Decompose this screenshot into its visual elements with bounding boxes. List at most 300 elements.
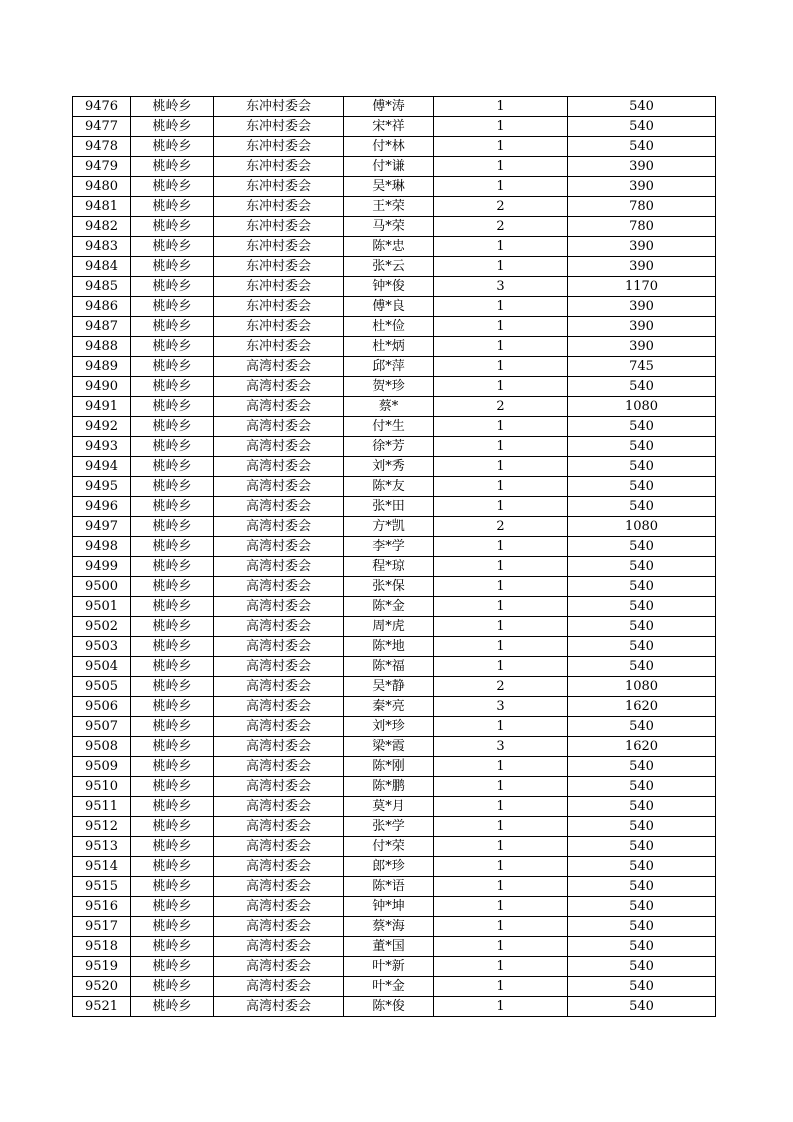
- table-row: [73, 517, 716, 537]
- table-row: [73, 357, 716, 377]
- township-cell: 桃岭乡: [131, 797, 214, 817]
- name-cell: 叶*金: [344, 977, 434, 997]
- table-row: [73, 257, 716, 277]
- household-count-cell: 1: [434, 317, 568, 337]
- name-cell: 马*荣: [344, 217, 434, 237]
- name-cell: 秦*亮: [344, 697, 434, 717]
- row-number-cell: 9489: [73, 357, 131, 377]
- household-count-cell: 1: [434, 497, 568, 517]
- row-number-cell: 9496: [73, 497, 131, 517]
- village-committee-cell: 高湾村委会: [214, 517, 344, 537]
- household-count-cell: 2: [434, 397, 568, 417]
- village-committee-cell: 高湾村委会: [214, 817, 344, 837]
- township-cell: 桃岭乡: [131, 677, 214, 697]
- township-cell: 桃岭乡: [131, 377, 214, 397]
- table-row: [73, 997, 716, 1017]
- name-cell: 付*生: [344, 417, 434, 437]
- table-row: [73, 577, 716, 597]
- name-cell: 陈*金: [344, 597, 434, 617]
- row-number-cell: 9518: [73, 937, 131, 957]
- name-cell: 叶*新: [344, 957, 434, 977]
- township-cell: 桃岭乡: [131, 657, 214, 677]
- row-number-cell: 9497: [73, 517, 131, 537]
- village-committee-cell: 高湾村委会: [214, 797, 344, 817]
- table-row: [73, 417, 716, 437]
- household-count-cell: 1: [434, 157, 568, 177]
- amount-cell: 780: [568, 197, 716, 217]
- village-committee-cell: 东冲村委会: [214, 277, 344, 297]
- amount-cell: 1080: [568, 677, 716, 697]
- village-committee-cell: 高湾村委会: [214, 357, 344, 377]
- township-cell: 桃岭乡: [131, 917, 214, 937]
- township-cell: 桃岭乡: [131, 277, 214, 297]
- household-count-cell: 1: [434, 897, 568, 917]
- township-cell: 桃岭乡: [131, 457, 214, 477]
- household-count-cell: 1: [434, 977, 568, 997]
- row-number-cell: 9495: [73, 477, 131, 497]
- village-committee-cell: 高湾村委会: [214, 737, 344, 757]
- township-cell: 桃岭乡: [131, 897, 214, 917]
- township-cell: 桃岭乡: [131, 777, 214, 797]
- name-cell: 钟*坤: [344, 897, 434, 917]
- amount-cell: 540: [568, 597, 716, 617]
- row-number-cell: 9509: [73, 757, 131, 777]
- village-committee-cell: 高湾村委会: [214, 777, 344, 797]
- village-committee-cell: 东冲村委会: [214, 237, 344, 257]
- row-number-cell: 9481: [73, 197, 131, 217]
- village-committee-cell: 东冲村委会: [214, 197, 344, 217]
- township-cell: 桃岭乡: [131, 937, 214, 957]
- table-row: [73, 297, 716, 317]
- name-cell: 付*林: [344, 137, 434, 157]
- township-cell: 桃岭乡: [131, 137, 214, 157]
- household-count-cell: 1: [434, 817, 568, 837]
- table-row: [73, 597, 716, 617]
- township-cell: 桃岭乡: [131, 317, 214, 337]
- township-cell: 桃岭乡: [131, 617, 214, 637]
- document-page: [72, 96, 715, 1017]
- township-cell: 桃岭乡: [131, 557, 214, 577]
- household-count-cell: 1: [434, 637, 568, 657]
- row-number-cell: 9500: [73, 577, 131, 597]
- amount-cell: 1620: [568, 697, 716, 717]
- amount-cell: 540: [568, 637, 716, 657]
- village-committee-cell: 高湾村委会: [214, 457, 344, 477]
- village-committee-cell: 高湾村委会: [214, 417, 344, 437]
- amount-cell: 540: [568, 877, 716, 897]
- household-count-cell: 1: [434, 537, 568, 557]
- row-number-cell: 9499: [73, 557, 131, 577]
- table-row: [73, 157, 716, 177]
- township-cell: 桃岭乡: [131, 437, 214, 457]
- amount-cell: 540: [568, 937, 716, 957]
- household-count-cell: 1: [434, 617, 568, 637]
- village-committee-cell: 高湾村委会: [214, 957, 344, 977]
- township-cell: 桃岭乡: [131, 257, 214, 277]
- name-cell: 张*田: [344, 497, 434, 517]
- village-committee-cell: 高湾村委会: [214, 837, 344, 857]
- name-cell: 周*虎: [344, 617, 434, 637]
- table-row: [73, 317, 716, 337]
- name-cell: 张*云: [344, 257, 434, 277]
- village-committee-cell: 高湾村委会: [214, 657, 344, 677]
- village-committee-cell: 高湾村委会: [214, 757, 344, 777]
- table-row: [73, 377, 716, 397]
- row-number-cell: 9514: [73, 857, 131, 877]
- row-number-cell: 9476: [73, 97, 131, 117]
- township-cell: 桃岭乡: [131, 217, 214, 237]
- row-number-cell: 9498: [73, 537, 131, 557]
- table-row: [73, 437, 716, 457]
- amount-cell: 540: [568, 817, 716, 837]
- name-cell: 蔡*: [344, 397, 434, 417]
- row-number-cell: 9494: [73, 457, 131, 477]
- township-cell: 桃岭乡: [131, 517, 214, 537]
- amount-cell: 390: [568, 337, 716, 357]
- township-cell: 桃岭乡: [131, 817, 214, 837]
- household-count-cell: 1: [434, 177, 568, 197]
- township-cell: 桃岭乡: [131, 197, 214, 217]
- name-cell: 陈*忠: [344, 237, 434, 257]
- roster-table-body: [73, 97, 716, 1017]
- row-number-cell: 9521: [73, 997, 131, 1017]
- village-committee-cell: 东冲村委会: [214, 297, 344, 317]
- township-cell: 桃岭乡: [131, 757, 214, 777]
- village-committee-cell: 高湾村委会: [214, 677, 344, 697]
- name-cell: 李*学: [344, 537, 434, 557]
- township-cell: 桃岭乡: [131, 397, 214, 417]
- name-cell: 陈*福: [344, 657, 434, 677]
- table-row: [73, 897, 716, 917]
- amount-cell: 540: [568, 457, 716, 477]
- name-cell: 梁*霞: [344, 737, 434, 757]
- amount-cell: 540: [568, 417, 716, 437]
- household-count-cell: 1: [434, 797, 568, 817]
- amount-cell: 540: [568, 437, 716, 457]
- household-count-cell: 3: [434, 697, 568, 717]
- name-cell: 刘*珍: [344, 717, 434, 737]
- township-cell: 桃岭乡: [131, 977, 214, 997]
- township-cell: 桃岭乡: [131, 577, 214, 597]
- row-number-cell: 9493: [73, 437, 131, 457]
- amount-cell: 390: [568, 177, 716, 197]
- row-number-cell: 9505: [73, 677, 131, 697]
- village-committee-cell: 高湾村委会: [214, 697, 344, 717]
- household-count-cell: 2: [434, 517, 568, 537]
- household-count-cell: 1: [434, 417, 568, 437]
- name-cell: 方*凯: [344, 517, 434, 537]
- row-number-cell: 9512: [73, 817, 131, 837]
- household-count-cell: 1: [434, 837, 568, 857]
- amount-cell: 745: [568, 357, 716, 377]
- name-cell: 陈*鹏: [344, 777, 434, 797]
- household-count-cell: 1: [434, 357, 568, 377]
- amount-cell: 540: [568, 477, 716, 497]
- name-cell: 陈*地: [344, 637, 434, 657]
- table-row: [73, 97, 716, 117]
- name-cell: 杜*俭: [344, 317, 434, 337]
- row-number-cell: 9506: [73, 697, 131, 717]
- township-cell: 桃岭乡: [131, 857, 214, 877]
- table-row: [73, 657, 716, 677]
- village-committee-cell: 东冲村委会: [214, 337, 344, 357]
- village-committee-cell: 东冲村委会: [214, 257, 344, 277]
- name-cell: 陈*友: [344, 477, 434, 497]
- village-committee-cell: 东冲村委会: [214, 317, 344, 337]
- household-count-cell: 1: [434, 577, 568, 597]
- household-count-cell: 1: [434, 477, 568, 497]
- village-committee-cell: 高湾村委会: [214, 437, 344, 457]
- table-row: [73, 857, 716, 877]
- amount-cell: 540: [568, 97, 716, 117]
- table-row: [73, 777, 716, 797]
- amount-cell: 1620: [568, 737, 716, 757]
- township-cell: 桃岭乡: [131, 717, 214, 737]
- amount-cell: 390: [568, 237, 716, 257]
- household-count-cell: 1: [434, 777, 568, 797]
- amount-cell: 780: [568, 217, 716, 237]
- household-count-cell: 1: [434, 597, 568, 617]
- township-cell: 桃岭乡: [131, 177, 214, 197]
- table-row: [73, 217, 716, 237]
- table-row: [73, 697, 716, 717]
- township-cell: 桃岭乡: [131, 157, 214, 177]
- township-cell: 桃岭乡: [131, 237, 214, 257]
- table-row: [73, 337, 716, 357]
- table-row: [73, 877, 716, 897]
- row-number-cell: 9513: [73, 837, 131, 857]
- row-number-cell: 9507: [73, 717, 131, 737]
- amount-cell: 390: [568, 297, 716, 317]
- table-row: [73, 677, 716, 697]
- village-committee-cell: 高湾村委会: [214, 917, 344, 937]
- table-row: [73, 737, 716, 757]
- amount-cell: 540: [568, 377, 716, 397]
- household-count-cell: 1: [434, 557, 568, 577]
- table-row: [73, 237, 716, 257]
- row-number-cell: 9520: [73, 977, 131, 997]
- amount-cell: 540: [568, 977, 716, 997]
- household-count-cell: 1: [434, 917, 568, 937]
- row-number-cell: 9511: [73, 797, 131, 817]
- name-cell: 傅*良: [344, 297, 434, 317]
- township-cell: 桃岭乡: [131, 497, 214, 517]
- table-row: [73, 557, 716, 577]
- village-committee-cell: 高湾村委会: [214, 857, 344, 877]
- household-count-cell: 1: [434, 457, 568, 477]
- village-committee-cell: 高湾村委会: [214, 397, 344, 417]
- row-number-cell: 9501: [73, 597, 131, 617]
- township-cell: 桃岭乡: [131, 337, 214, 357]
- name-cell: 付*荣: [344, 837, 434, 857]
- table-row: [73, 637, 716, 657]
- amount-cell: 540: [568, 837, 716, 857]
- name-cell: 张*保: [344, 577, 434, 597]
- amount-cell: 540: [568, 537, 716, 557]
- amount-cell: 540: [568, 717, 716, 737]
- township-cell: 桃岭乡: [131, 997, 214, 1017]
- village-committee-cell: 高湾村委会: [214, 577, 344, 597]
- table-row: [73, 617, 716, 637]
- name-cell: 吴*琳: [344, 177, 434, 197]
- household-count-cell: 1: [434, 877, 568, 897]
- row-number-cell: 9485: [73, 277, 131, 297]
- township-cell: 桃岭乡: [131, 537, 214, 557]
- row-number-cell: 9480: [73, 177, 131, 197]
- row-number-cell: 9516: [73, 897, 131, 917]
- township-cell: 桃岭乡: [131, 117, 214, 137]
- name-cell: 傅*涛: [344, 97, 434, 117]
- household-count-cell: 1: [434, 297, 568, 317]
- row-number-cell: 9491: [73, 397, 131, 417]
- village-committee-cell: 东冲村委会: [214, 217, 344, 237]
- amount-cell: 540: [568, 797, 716, 817]
- household-count-cell: 1: [434, 957, 568, 977]
- amount-cell: 540: [568, 957, 716, 977]
- township-cell: 桃岭乡: [131, 737, 214, 757]
- amount-cell: 390: [568, 157, 716, 177]
- village-committee-cell: 高湾村委会: [214, 497, 344, 517]
- township-cell: 桃岭乡: [131, 877, 214, 897]
- amount-cell: 1080: [568, 517, 716, 537]
- amount-cell: 1170: [568, 277, 716, 297]
- township-cell: 桃岭乡: [131, 417, 214, 437]
- village-committee-cell: 东冲村委会: [214, 97, 344, 117]
- name-cell: 徐*芳: [344, 437, 434, 457]
- township-cell: 桃岭乡: [131, 597, 214, 617]
- household-count-cell: 1: [434, 117, 568, 137]
- row-number-cell: 9510: [73, 777, 131, 797]
- household-count-cell: 3: [434, 277, 568, 297]
- household-count-cell: 2: [434, 217, 568, 237]
- village-committee-cell: 高湾村委会: [214, 557, 344, 577]
- table-row: [73, 817, 716, 837]
- row-number-cell: 9504: [73, 657, 131, 677]
- amount-cell: 540: [568, 777, 716, 797]
- amount-cell: 540: [568, 137, 716, 157]
- village-committee-cell: 东冲村委会: [214, 177, 344, 197]
- amount-cell: 540: [568, 657, 716, 677]
- row-number-cell: 9486: [73, 297, 131, 317]
- row-number-cell: 9487: [73, 317, 131, 337]
- amount-cell: 1080: [568, 397, 716, 417]
- village-committee-cell: 高湾村委会: [214, 537, 344, 557]
- table-row: [73, 797, 716, 817]
- household-count-cell: 1: [434, 657, 568, 677]
- row-number-cell: 9492: [73, 417, 131, 437]
- row-number-cell: 9502: [73, 617, 131, 637]
- table-row: [73, 497, 716, 517]
- table-row: [73, 197, 716, 217]
- village-committee-cell: 高湾村委会: [214, 377, 344, 397]
- table-row: [73, 137, 716, 157]
- name-cell: 钟*俊: [344, 277, 434, 297]
- township-cell: 桃岭乡: [131, 957, 214, 977]
- name-cell: 王*荣: [344, 197, 434, 217]
- table-row: [73, 837, 716, 857]
- table-row: [73, 457, 716, 477]
- name-cell: 邱*萍: [344, 357, 434, 377]
- amount-cell: 540: [568, 897, 716, 917]
- household-count-cell: 3: [434, 737, 568, 757]
- township-cell: 桃岭乡: [131, 837, 214, 857]
- household-count-cell: 1: [434, 237, 568, 257]
- amount-cell: 540: [568, 617, 716, 637]
- row-number-cell: 9503: [73, 637, 131, 657]
- household-count-cell: 1: [434, 97, 568, 117]
- village-committee-cell: 高湾村委会: [214, 477, 344, 497]
- village-committee-cell: 高湾村委会: [214, 597, 344, 617]
- household-count-cell: 1: [434, 857, 568, 877]
- row-number-cell: 9490: [73, 377, 131, 397]
- row-number-cell: 9482: [73, 217, 131, 237]
- township-cell: 桃岭乡: [131, 477, 214, 497]
- household-count-cell: 1: [434, 377, 568, 397]
- amount-cell: 390: [568, 257, 716, 277]
- table-row: [73, 917, 716, 937]
- name-cell: 刘*秀: [344, 457, 434, 477]
- name-cell: 程*琼: [344, 557, 434, 577]
- village-committee-cell: 高湾村委会: [214, 877, 344, 897]
- row-number-cell: 9515: [73, 877, 131, 897]
- amount-cell: 540: [568, 917, 716, 937]
- name-cell: 陈*刚: [344, 757, 434, 777]
- village-committee-cell: 高湾村委会: [214, 617, 344, 637]
- amount-cell: 540: [568, 577, 716, 597]
- name-cell: 郎*珍: [344, 857, 434, 877]
- table-row: [73, 397, 716, 417]
- name-cell: 吴*静: [344, 677, 434, 697]
- row-number-cell: 9519: [73, 957, 131, 977]
- amount-cell: 540: [568, 557, 716, 577]
- amount-cell: 540: [568, 997, 716, 1017]
- household-count-cell: 1: [434, 437, 568, 457]
- name-cell: 宋*祥: [344, 117, 434, 137]
- village-committee-cell: 高湾村委会: [214, 897, 344, 917]
- row-number-cell: 9483: [73, 237, 131, 257]
- row-number-cell: 9488: [73, 337, 131, 357]
- amount-cell: 540: [568, 757, 716, 777]
- household-count-cell: 1: [434, 937, 568, 957]
- amount-cell: 390: [568, 317, 716, 337]
- village-committee-cell: 高湾村委会: [214, 997, 344, 1017]
- household-count-cell: 2: [434, 677, 568, 697]
- township-cell: 桃岭乡: [131, 297, 214, 317]
- row-number-cell: 9478: [73, 137, 131, 157]
- village-committee-cell: 东冲村委会: [214, 157, 344, 177]
- row-number-cell: 9479: [73, 157, 131, 177]
- township-cell: 桃岭乡: [131, 97, 214, 117]
- name-cell: 陈*俊: [344, 997, 434, 1017]
- roster-table: [72, 96, 716, 1017]
- household-count-cell: 1: [434, 337, 568, 357]
- table-row: [73, 477, 716, 497]
- household-count-cell: 1: [434, 717, 568, 737]
- name-cell: 付*谦: [344, 157, 434, 177]
- township-cell: 桃岭乡: [131, 697, 214, 717]
- amount-cell: 540: [568, 857, 716, 877]
- name-cell: 陈*语: [344, 877, 434, 897]
- village-committee-cell: 东冲村委会: [214, 117, 344, 137]
- table-row: [73, 177, 716, 197]
- row-number-cell: 9508: [73, 737, 131, 757]
- township-cell: 桃岭乡: [131, 637, 214, 657]
- village-committee-cell: 高湾村委会: [214, 637, 344, 657]
- amount-cell: 540: [568, 117, 716, 137]
- village-committee-cell: 高湾村委会: [214, 937, 344, 957]
- name-cell: 张*学: [344, 817, 434, 837]
- name-cell: 蔡*海: [344, 917, 434, 937]
